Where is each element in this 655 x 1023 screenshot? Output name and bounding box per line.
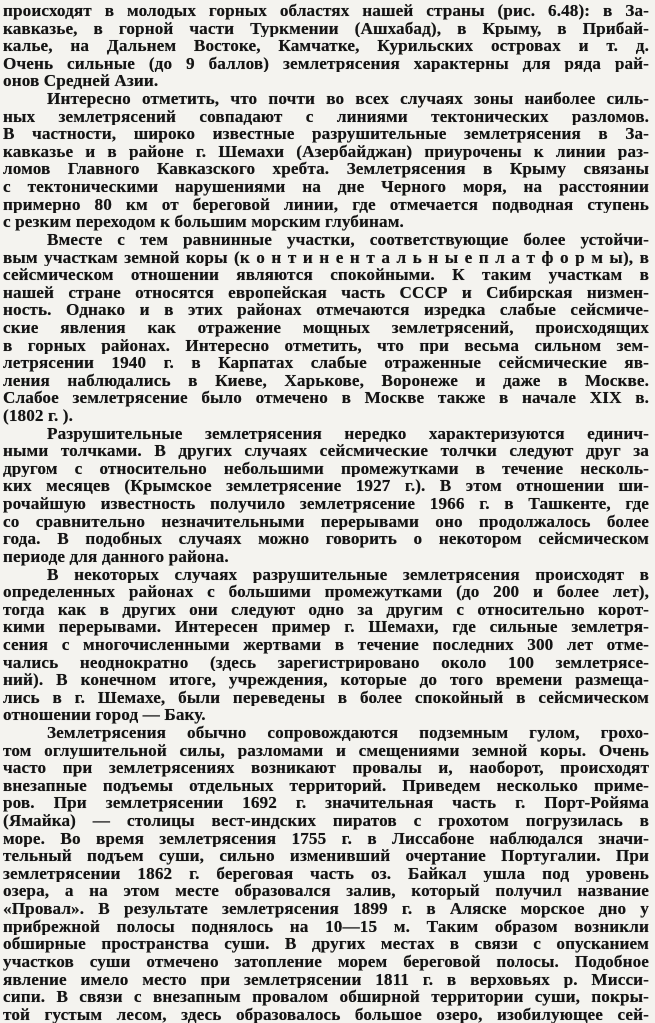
text-line: происходят в молодых горных областях нашей страны (рис. 6.48): в За-	[3, 2, 649, 20]
text-line: примерно 80 км от береговой линии, где отмечается подводная ступень	[3, 195, 649, 214]
paragraph	[3, 566, 649, 724]
text-line: явление имело место при землетрясении 1811 г. в верховьях р. Мисси-	[3, 970, 649, 989]
text-line: нашей стране относятся европейская часть СССР и Сибирская низмен-	[3, 283, 649, 302]
document-page	[3, 2, 649, 1023]
text-line: Вместе с тем равнинные участки, соответствующие более устойчи-	[47, 230, 649, 249]
text-line: «Провал». В результате землетрясения 1899 г. в Аляске морское дно у	[3, 900, 649, 918]
paragraph	[3, 90, 649, 231]
text-line: летрясении 1940 г. в Карпатах слабые отраженные сейсмические яв-	[3, 354, 649, 372]
text-line: отношении город — Баку.	[3, 706, 206, 724]
text-line: сейсмическом отношении являются спокойными. К таким участкам в	[3, 266, 649, 284]
text-line: Разрушительные землетрясения нередко характеризуются единич-	[47, 424, 649, 443]
text-line: (1802 г. ).	[3, 407, 73, 425]
text-line: в горных районах. Интересно отметить, что при весьма сильном зем-	[3, 336, 649, 355]
text-line: определенных районах с большими промежутками (до 200 и более лет),	[3, 583, 649, 601]
text-line: часто при землетрясениях возникают провалы и, наоборот, происходят	[3, 759, 649, 777]
text-line: (Ямайка) — столицы вест-индских пиратов с грохотом погрузилась в	[3, 812, 649, 830]
paragraph	[3, 425, 649, 566]
text-line: с тектоническими нарушениями на дне Черного моря, на расстоянии	[3, 178, 649, 196]
text-line: прибрежной полосы поднялось на 10—15 м. Таким образом возникли	[3, 917, 649, 936]
text-line: сипи. В связи с внезапным провалом обширной территории суши, покры-	[3, 988, 649, 1006]
text-line: ские явления как отражение мощных землетрясений, происходящих	[3, 318, 649, 337]
text-line: кавказье и в районе г. Шемахи (Азербайджан) приурочены к линии раз-	[3, 142, 649, 161]
text-line: В частности, широко известные разрушительные землетрясения в За-	[3, 125, 649, 143]
text-line: кими перерывами. Интересен пример г. Шемахи, где сильные землетря-	[3, 618, 649, 636]
text-line: чались неоднократно (здесь зарегистрировано около 100 землетрясе-	[3, 653, 649, 672]
text-line: той густым лесом, здесь образовалось большое озеро, изобилующее сей-	[3, 1005, 649, 1023]
text-line: калье, на Дальнем Востоке, Камчатке, Курильских островах и т. д.	[3, 37, 649, 55]
text-line: рочайшую известность получило землетрясение 1966 г. в Ташкенте, где	[3, 495, 649, 513]
paragraph	[3, 724, 649, 1023]
text-line: землетрясении 1862 г. береговая часть оз. Байкал ушла под уровень	[3, 864, 649, 883]
text-line: тогда как в других они следуют одно за другим с относительно корот-	[3, 600, 649, 619]
text-line: том оглушительной силы, разломами и смещениями земной коры. Очень	[3, 741, 649, 760]
text-line: ний). В конечном итоге, учреждения, которые до того времени размеща-	[3, 671, 649, 689]
text-line: ными толчками. В других случаях сейсмические толчки следуют друг за	[3, 442, 649, 460]
text-line: с резким переходом к большим морским глубинам.	[3, 213, 404, 231]
text-line: ность. Однако и в этих районах отмечаются изредка слабые сейсмиче-	[3, 301, 649, 319]
text-line: сения с многочисленными жертвами в течение последних 300 лет отме-	[3, 635, 649, 654]
text-line: кавказье, в горной части Туркмении (Ашхабад), в Крыму, в Прибай-	[3, 19, 649, 38]
text-line: ломов Главного Кавказского хребта. Землетрясения в Крыму связаны	[3, 160, 649, 179]
text-line: ных землетрясений совпадают с линиями тектонических разломов.	[3, 107, 649, 126]
text-line: обширные пространства суши. В других местах в связи с опусканием	[3, 935, 649, 953]
text-line: участков суши отмечено затопление морем береговой полосы. Подобное	[3, 952, 649, 971]
text-line: периоде для данного района.	[3, 547, 229, 566]
text-line: вым участкам земной коры (к о н т и н е н т а л ь н ы е п л а т ф о р м ы), в	[3, 248, 649, 267]
text-line: тельный подъем суши, сильно изменивший очертание Португалии. При	[3, 847, 649, 865]
text-line: море. Во время землетрясения 1755 г. в Лиссабоне наблюдался значи-	[3, 829, 649, 848]
text-line: Очень сильные (до 9 баллов) землетрясения характерны для ряда рай-	[3, 54, 649, 73]
text-line: со сравнительно незначительными перерывами оно продолжалось более	[3, 512, 649, 531]
text-line: года. В подобных случаях можно говорить о некотором сейсмическом	[3, 530, 649, 548]
text-line: Землетрясения обычно сопровождаются подземным гулом, грохо-	[47, 723, 649, 742]
paragraph	[3, 2, 649, 90]
text-line: Интересно отметить, что почти во всех случаях зоны наиболее силь-	[47, 90, 649, 108]
text-line: Слабое землетрясение было отмечено в Москве также в начале XIX в.	[3, 389, 649, 408]
text-line: другом с относительно небольшими промежутками в течение несколь-	[3, 459, 649, 478]
text-line: ров. При землетрясении 1692 г. значительная часть г. Порт-Ройяма	[3, 794, 649, 813]
text-line: онов Средней Азии.	[3, 72, 159, 91]
text-line: ких месяцев (Крымское землетрясение 1927 г.). В этом отношении ши-	[3, 477, 649, 496]
text-line: ления наблюдались в Киеве, Харькове, Воронеже и даже в Москве.	[3, 371, 649, 390]
paragraph	[3, 231, 649, 425]
text-line: внезапные подъемы отдельных территорий. Приведем несколько приме-	[3, 776, 649, 795]
text-line: озера, а на этом месте образовался залив, который получил название	[3, 882, 649, 901]
text-line: лись в г. Шемахе, были переведены в более спокойный в сейсмическом	[3, 688, 649, 707]
text-line: В некоторых случаях разрушительные землетрясения происходят в	[47, 565, 649, 584]
